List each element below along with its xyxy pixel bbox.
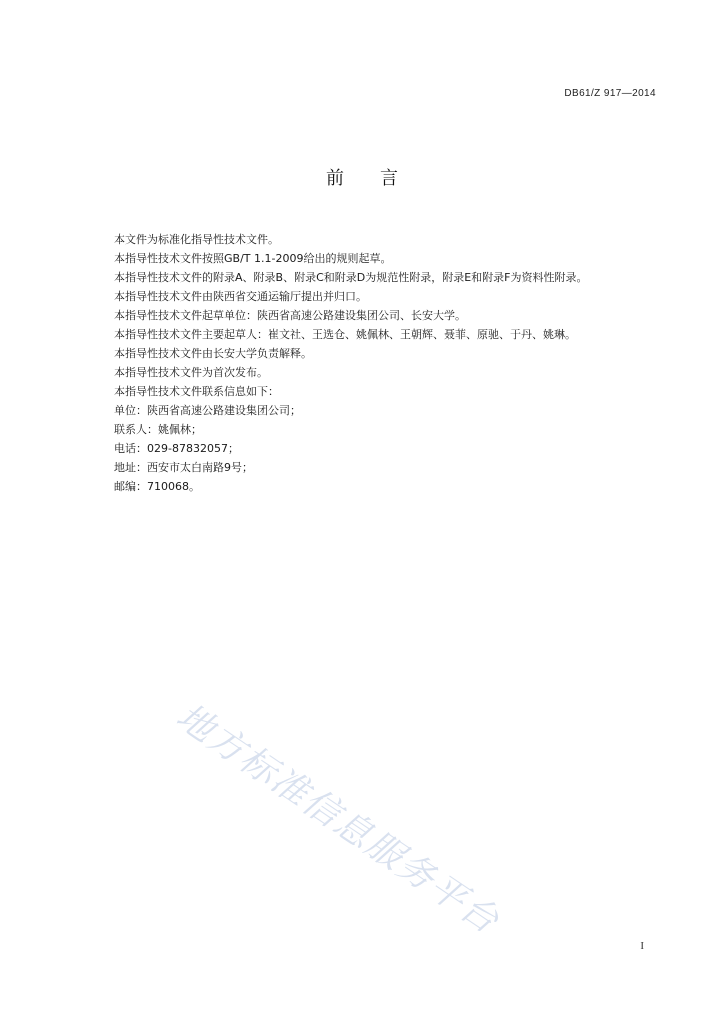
preface-line: 本指导性技术文件由陕西省交通运输厅提出并归口。 [114,290,367,303]
preface-line: 本指导性技术文件为首次发布。 [114,366,268,379]
contact-person: 联系人：姚佩林； [114,423,202,436]
preface-line: 本文件为标准化指导性技术文件。 [114,233,279,246]
page-title: 前言 [326,168,434,189]
preface-line: 本指导性技术文件的附录A、附录B、附录C和附录D为规范性附录，附录E和附录F为资料性附录。 [114,271,588,284]
contact-postcode: 邮编：710068。 [114,480,200,493]
preface-body [114,230,674,496]
page-number: I [640,940,644,952]
preface-line: 本指导性技术文件联系信息如下： [114,385,279,398]
contact-address: 地址：西安市太白南路9号； [114,461,253,474]
contact-phone: 电话：029-87832057； [114,442,239,455]
contact-unit: 单位：陕西省高速公路建设集团公司； [114,404,301,417]
watermark: 地方标准信息服务平台 [168,695,507,943]
preface-line: 本指导性技术文件按照GB/T 1.1-2009给出的规则起草。 [114,252,392,265]
preface-line: 本指导性技术文件主要起草人：崔文社、王选仓、姚佩林、王朝辉、聂菲、原驰、于丹、姚琳。 [114,328,576,341]
document-code: DB61/Z 917—2014 [564,88,656,99]
preface-line: 本指导性技术文件起草单位：陕西省高速公路建设集团公司、长安大学。 [114,309,466,322]
preface-line: 本指导性技术文件由长安大学负责解释。 [114,347,312,360]
